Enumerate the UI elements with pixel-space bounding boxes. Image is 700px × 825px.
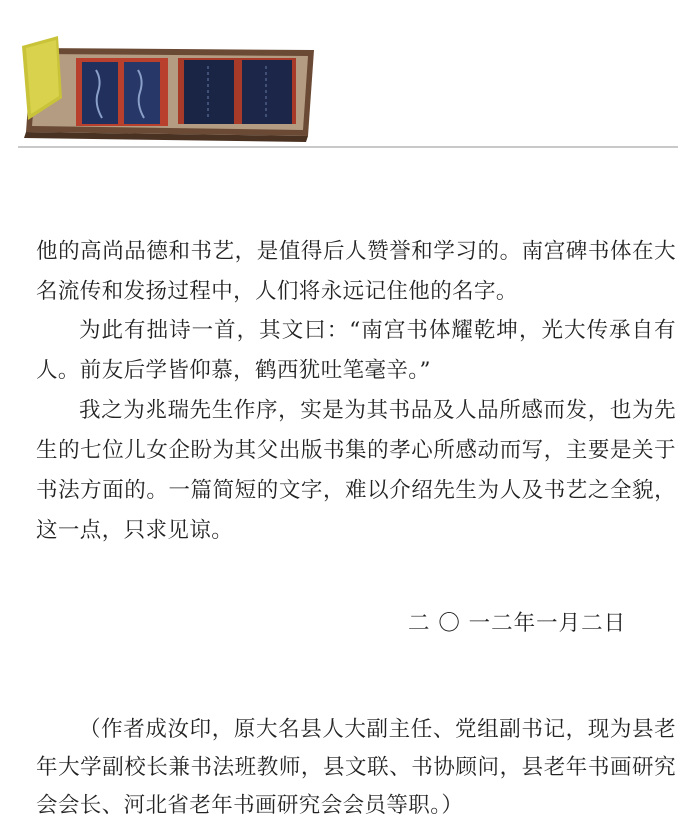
paragraph-2-text: 为此有拙诗一首，其文曰：“南宫书体耀乾坤，光大传承自有人。前友后学皆仰慕，鹤西犹吐笔毫辛。”: [36, 318, 676, 383]
paragraph-1-text: 他的高尚品德和书艺，是值得后人赞誉和学习的。南宫碑书体在大名流传和发扬过程中，人们将永远记住他的名字。: [36, 239, 676, 304]
calligraphy-case-photo: [18, 28, 318, 143]
author-note: （作者成汝印，原大名县人大副主任、党组副书记，现为县老年大学副校长兼书法班教师，县文联、书协顾问，县老年书画研究会会长、河北省老年书画研究会会员等职。）: [36, 717, 676, 818]
date-line: 二 〇 一二年一月二日: [408, 611, 627, 636]
paragraph-1: [36, 232, 676, 312]
paragraph-2: [36, 311, 676, 391]
header-divider: [18, 146, 678, 148]
paragraph-3-text: 我之为兆瑞先生作序，实是为其书品及人品所感而发，也为先生的七位儿女企盼为其父出版书集的孝心所感动而写，主要是关于书法方面的。一篇简短的文字，难以介绍先生为人及书艺之全貌，这一点，只求见谅。: [36, 398, 676, 543]
paragraph-3: [36, 391, 676, 551]
